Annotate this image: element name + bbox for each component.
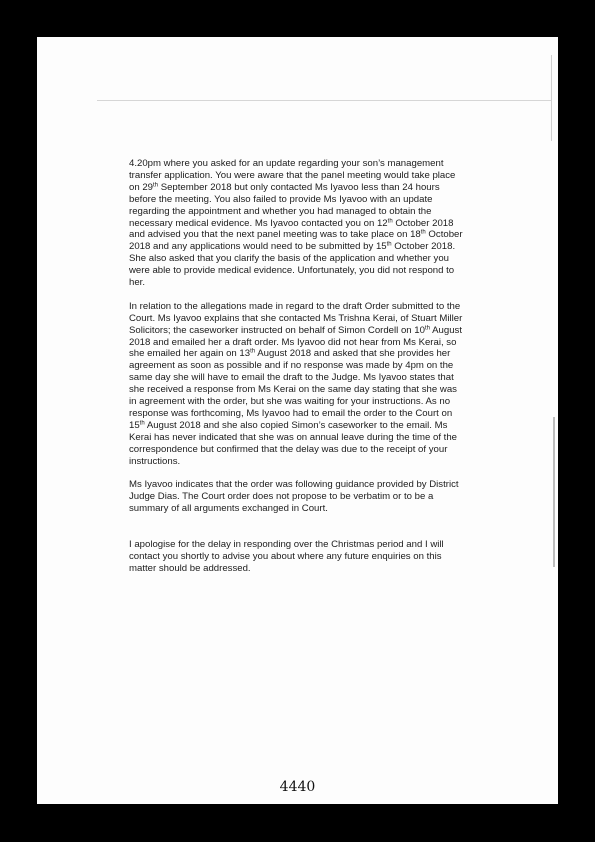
- text-segment: In relation to the allegations made in regard to the draft Order submitted to the: [129, 300, 461, 312]
- text-line: [129, 456, 491, 468]
- paragraph: [129, 539, 491, 575]
- text-line: [129, 396, 491, 408]
- text-segment: August 2018 and she also copied Simon’s caseworker to the email. Ms: [144, 419, 448, 431]
- text-segment: October 2018: [392, 217, 454, 229]
- ordinal-suffix: th: [153, 182, 159, 189]
- text-segment: 15: [129, 419, 140, 431]
- text-segment: were able to provide medical evidence. Unfortunately, you did not respond to: [129, 265, 455, 277]
- text-line: [129, 218, 491, 230]
- ordinal-suffix: th: [387, 218, 393, 225]
- text-line: [129, 229, 491, 241]
- ordinal-suffix: th: [386, 241, 392, 248]
- text-segment: October 2018.: [391, 241, 456, 253]
- text-line: [129, 241, 491, 253]
- letter-body: [129, 158, 491, 587]
- text-segment: 4.20pm where you asked for an update regarding your son’s management: [129, 158, 444, 169]
- paragraph: [129, 301, 491, 468]
- page-number: 4440: [279, 779, 316, 795]
- text-segment: Court. Ms Iyavoo explains that she contacted Ms Trishna Kerai, of Stuart Miller: [129, 312, 463, 324]
- text-segment: summary of all arguments exchanged in Court.: [129, 503, 328, 515]
- text-segment: September 2018 but only contacted Ms Iyavoo less than 24 hours: [158, 181, 440, 193]
- text-line: [129, 265, 491, 277]
- text-segment: before the meeting. You also failed to provide Ms Iyavoo with an update: [129, 193, 433, 205]
- document-page: [37, 37, 558, 804]
- page-edge-mark: [551, 55, 552, 141]
- paragraph: [129, 158, 491, 289]
- text-segment: response was forthcoming, Ms Iyavoo had to email the order to the Court on: [129, 408, 453, 420]
- ordinal-suffix: th: [420, 229, 426, 236]
- text-segment: necessary medical evidence. Ms Iyavoo contacted you on 12: [129, 217, 388, 229]
- text-segment: regarding the appointment and whether you had managed to obtain the: [129, 205, 432, 217]
- text-line: [129, 563, 491, 575]
- ordinal-suffix: th: [424, 325, 430, 332]
- text-segment: transfer application. You were aware that the panel meeting would take place: [129, 169, 456, 181]
- text-line: [129, 325, 491, 337]
- text-line: [129, 206, 491, 218]
- text-line: [129, 539, 491, 551]
- text-line: [129, 158, 491, 170]
- text-segment: Kerai has never indicated that she was on annual leave during the time of the: [129, 431, 457, 443]
- text-line: [129, 372, 491, 384]
- text-line: [129, 277, 491, 289]
- text-segment: August 2018 and asked that she provides her: [255, 348, 451, 360]
- text-segment: Judge Dias. The Court order does not propose to be verbatim or to be a: [129, 491, 434, 503]
- text-line: [129, 348, 491, 360]
- text-line: [129, 420, 491, 432]
- text-line: [129, 182, 491, 194]
- text-line: [129, 432, 491, 444]
- text-line: [129, 170, 491, 182]
- text-line: [129, 253, 491, 265]
- text-line: [129, 491, 491, 503]
- text-segment: agreement as soon as possible and if no response was made by 4pm on the: [129, 360, 454, 372]
- text-line: [129, 444, 491, 456]
- text-segment: in agreement with the order, but she was waiting for your instructions. As no: [129, 396, 451, 408]
- text-segment: 2018 and emailed her a draft order. Ms Iyavoo did not hear from Ms Kerai, so: [129, 336, 457, 348]
- text-segment: instructions.: [129, 455, 181, 467]
- text-segment: Ms Iyavoo indicates that the order was following guidance provided by District: [129, 479, 459, 491]
- text-segment: same day she will have to email the draft to the Judge. Ms Iyavoo states that: [129, 372, 454, 384]
- text-line: [129, 408, 491, 420]
- text-line: [129, 313, 491, 325]
- text-segment: her.: [129, 277, 146, 289]
- text-segment: she received a response from Ms Kerai on the same day stating that she was: [129, 384, 457, 396]
- scan-artifact: [553, 417, 555, 567]
- text-segment: contact you shortly to advise you about where any future enquiries on this: [129, 550, 442, 562]
- text-line: [129, 551, 491, 563]
- text-line: [129, 360, 491, 372]
- text-line: [129, 479, 491, 491]
- text-segment: on 29: [129, 181, 154, 193]
- paragraph: [129, 479, 491, 515]
- ordinal-suffix: th: [139, 420, 145, 427]
- text-line: [129, 194, 491, 206]
- text-line: [129, 384, 491, 396]
- text-segment: 2018 and any applications would need to be submitted by 15: [129, 241, 387, 253]
- text-segment: she emailed her again on 13: [129, 348, 251, 360]
- text-segment: October: [425, 229, 463, 241]
- text-segment: correspondence but confirmed that the delay was due to the receipt of your: [129, 443, 448, 455]
- text-segment: and advised you that the next panel meeting was to take place on 18: [129, 229, 421, 241]
- text-segment: She also asked that you clarify the basis of the application and whether you: [129, 253, 449, 265]
- text-segment: August: [429, 324, 462, 336]
- text-line: [129, 337, 491, 349]
- text-segment: matter should be addressed.: [129, 562, 251, 574]
- ordinal-suffix: th: [250, 348, 256, 355]
- text-segment: I apologise for the delay in responding over the Christmas period and I will: [129, 538, 444, 550]
- text-line: [129, 301, 491, 313]
- text-segment: Solicitors; the caseworker instructed on behalf of Simon Cordell on 10: [129, 324, 425, 336]
- header-rule: [97, 100, 552, 101]
- text-line: [129, 503, 491, 515]
